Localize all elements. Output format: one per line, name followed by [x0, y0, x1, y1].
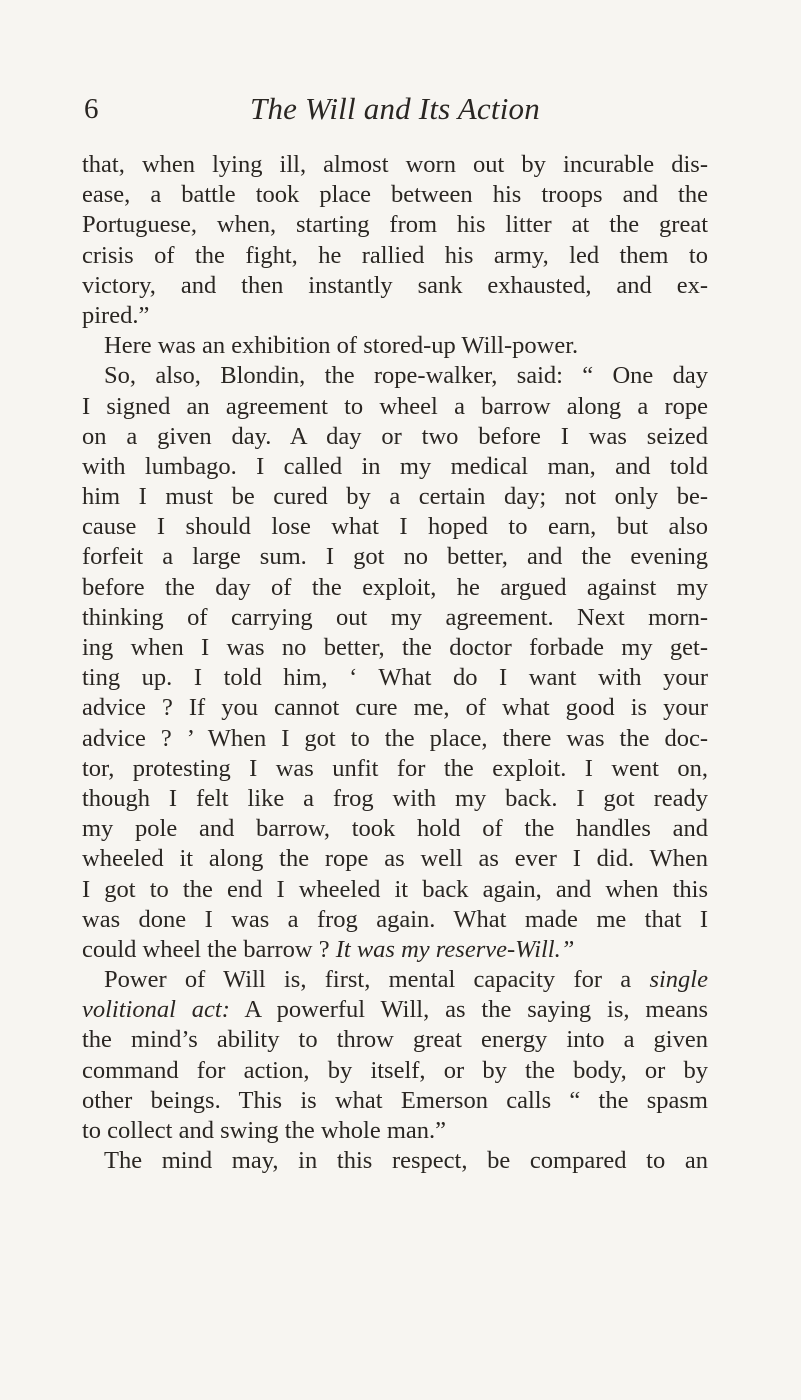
- text-segment: could wheel the barrow ?: [82, 935, 336, 963]
- text-line: tor, protesting I was unfit for the exploit. I went on,: [82, 754, 708, 782]
- text-line: [82, 965, 708, 995]
- text-line: ing when I was no better, the doctor forbade my get-: [82, 634, 708, 661]
- text-segment: Power of Will is, first, mental capacity for a: [104, 966, 650, 994]
- text-line: Portuguese, when, starting from his litter at the great: [82, 211, 708, 239]
- text-line: on a given day. A day or two before I was seized: [82, 422, 708, 450]
- text-line: though I felt like a frog with my back. I got ready: [82, 784, 708, 812]
- text-line: ease, a battle took place between his troops and the: [82, 181, 708, 209]
- text-line: advice ? ’ When I got to the place, there was the doc-: [82, 724, 708, 752]
- text-line: [82, 935, 708, 965]
- text-line: forfeit a large sum. I got no better, and the evening: [82, 543, 708, 571]
- text-line: other beings. This is what Emerson calls “ the spasm: [82, 1086, 708, 1114]
- italic-segment: It was my reserve-Will.”: [335, 935, 575, 963]
- text-segment: A powerful Will, as the saying is, means: [229, 996, 708, 1024]
- text-line: my pole and barrow, took hold of the handles and: [82, 815, 708, 843]
- text-line: [82, 995, 708, 1025]
- text-line: thinking of carrying out my agreement. Next morn-: [82, 603, 708, 631]
- running-title: The Will and Its Action: [250, 91, 540, 126]
- text-line: to collect and swing the whole man.”: [82, 1117, 446, 1144]
- text-line: The mind may, in this respect, be compared to an: [104, 1147, 708, 1175]
- text-line: command for action, by itself, or by the body, or by: [82, 1056, 708, 1084]
- italic-segment: single: [649, 966, 708, 994]
- text-line: victory, and then instantly sank exhausted, and ex-: [82, 271, 708, 299]
- body-text: [82, 150, 708, 1176]
- text-line: advice ? If you cannot cure me, of what good is your: [82, 694, 708, 722]
- text-line: crisis of the fight, he rallied his army, led them to: [82, 241, 708, 269]
- italic-segment: volitional act:: [82, 996, 230, 1024]
- text-line: I signed an agreement to wheel a barrow along a rope: [82, 392, 708, 420]
- text-line: pired.”: [82, 301, 150, 329]
- text-line: I got to the end I wheeled it back again, and when this: [82, 875, 708, 903]
- text-line: was done I was a frog again. What made me that I: [82, 905, 708, 933]
- text-line: So, also, Blondin, the rope-walker, said: “ One day: [104, 362, 708, 390]
- text-line: with lumbago. I called in my medical man, and told: [82, 452, 708, 480]
- text-line: cause I should lose what I hoped to earn, but also: [82, 513, 708, 541]
- page-number: 6: [84, 93, 99, 125]
- text-line: him I must be cured by a certain day; not only be-: [82, 483, 708, 511]
- text-line: the mind’s ability to throw great energy into a given: [82, 1026, 708, 1054]
- text-line: ting up. I told him, ‘ What do I want with your: [82, 664, 708, 692]
- text-line: before the day of the exploit, he argued against my: [82, 573, 708, 601]
- text-line: that, when lying ill, almost worn out by incurable dis-: [82, 151, 708, 178]
- text-line: Here was an exhibition of stored-up Will-power.: [104, 332, 579, 360]
- text-line: wheeled it along the rope as well as ever I did. When: [82, 845, 708, 873]
- page-header: [80, 92, 691, 136]
